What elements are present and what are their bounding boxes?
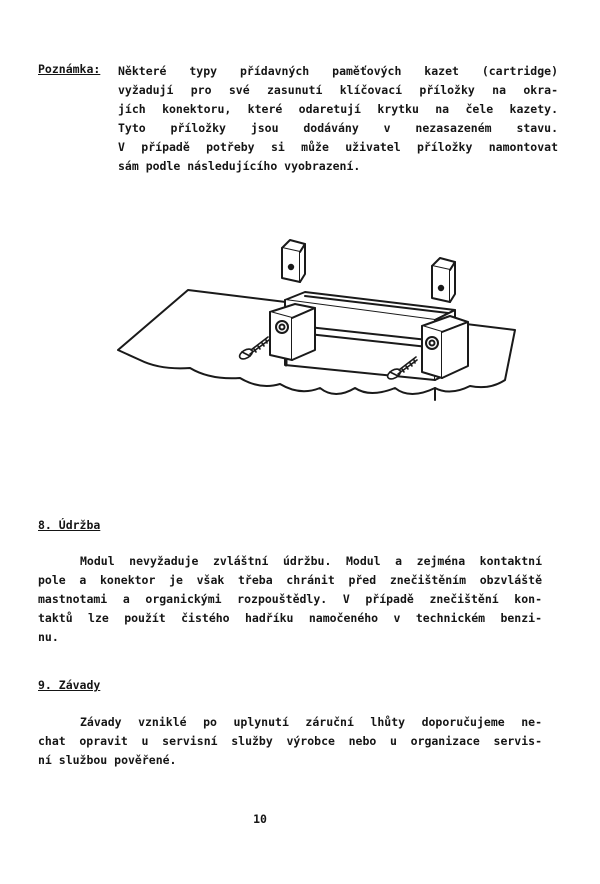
paragraph-line: Závady vzniklé po uplynutí záruční lhůty doporučujeme ne-	[80, 715, 542, 729]
note-line: V případě potřeby si může uživatel příložky namontovat	[118, 140, 558, 154]
left-mounting-block	[270, 304, 315, 360]
page-number: 10	[253, 812, 267, 826]
paragraph-line: pole a konektor je však třeba chránit před znečištěním obzvláště	[38, 573, 542, 587]
paragraph-line: mastnotami a organickými rozpouštědly. V případě znečištění kon-	[38, 592, 542, 606]
paragraph-line: taktů lze použít čistého hadříku namočeného v technickém benzi-	[38, 611, 542, 625]
paragraph-line: chat opravit u servisní služby výrobce nebo u organizace servis-	[38, 734, 542, 748]
note-line: Některé typy přídavných paměťových kazet (cartridge)	[118, 64, 558, 78]
paragraph-line: nu.	[38, 630, 59, 644]
paragraph-line: Modul nevyžaduje zvláštní údržbu. Modul a zejména kontaktní	[80, 554, 542, 568]
maintenance-paragraph	[38, 552, 542, 647]
note-text	[118, 62, 558, 176]
section-heading-maintenance: 8. Údržba	[38, 518, 101, 532]
note-line: jích konektoru, které odaretují krytku na čele kazety.	[118, 102, 558, 116]
right-mounting-block	[422, 316, 468, 378]
note-line: sám podle následujícího vyobrazení.	[118, 159, 361, 173]
right-keying-tab	[432, 258, 455, 302]
note-line: vyžadují pro své zasunutí klíčovací příložky na okra-	[118, 83, 558, 97]
faults-paragraph	[38, 713, 542, 770]
connector-illustration	[110, 230, 520, 460]
left-keying-tab	[282, 240, 305, 282]
note-label: Poznámka:	[38, 62, 101, 76]
section-heading-faults: 9. Závady	[38, 678, 101, 692]
paragraph-line: ní službou pověřené.	[38, 753, 177, 767]
note-line: Tyto příložky jsou dodávány v nezasazeném stavu.	[118, 121, 558, 135]
